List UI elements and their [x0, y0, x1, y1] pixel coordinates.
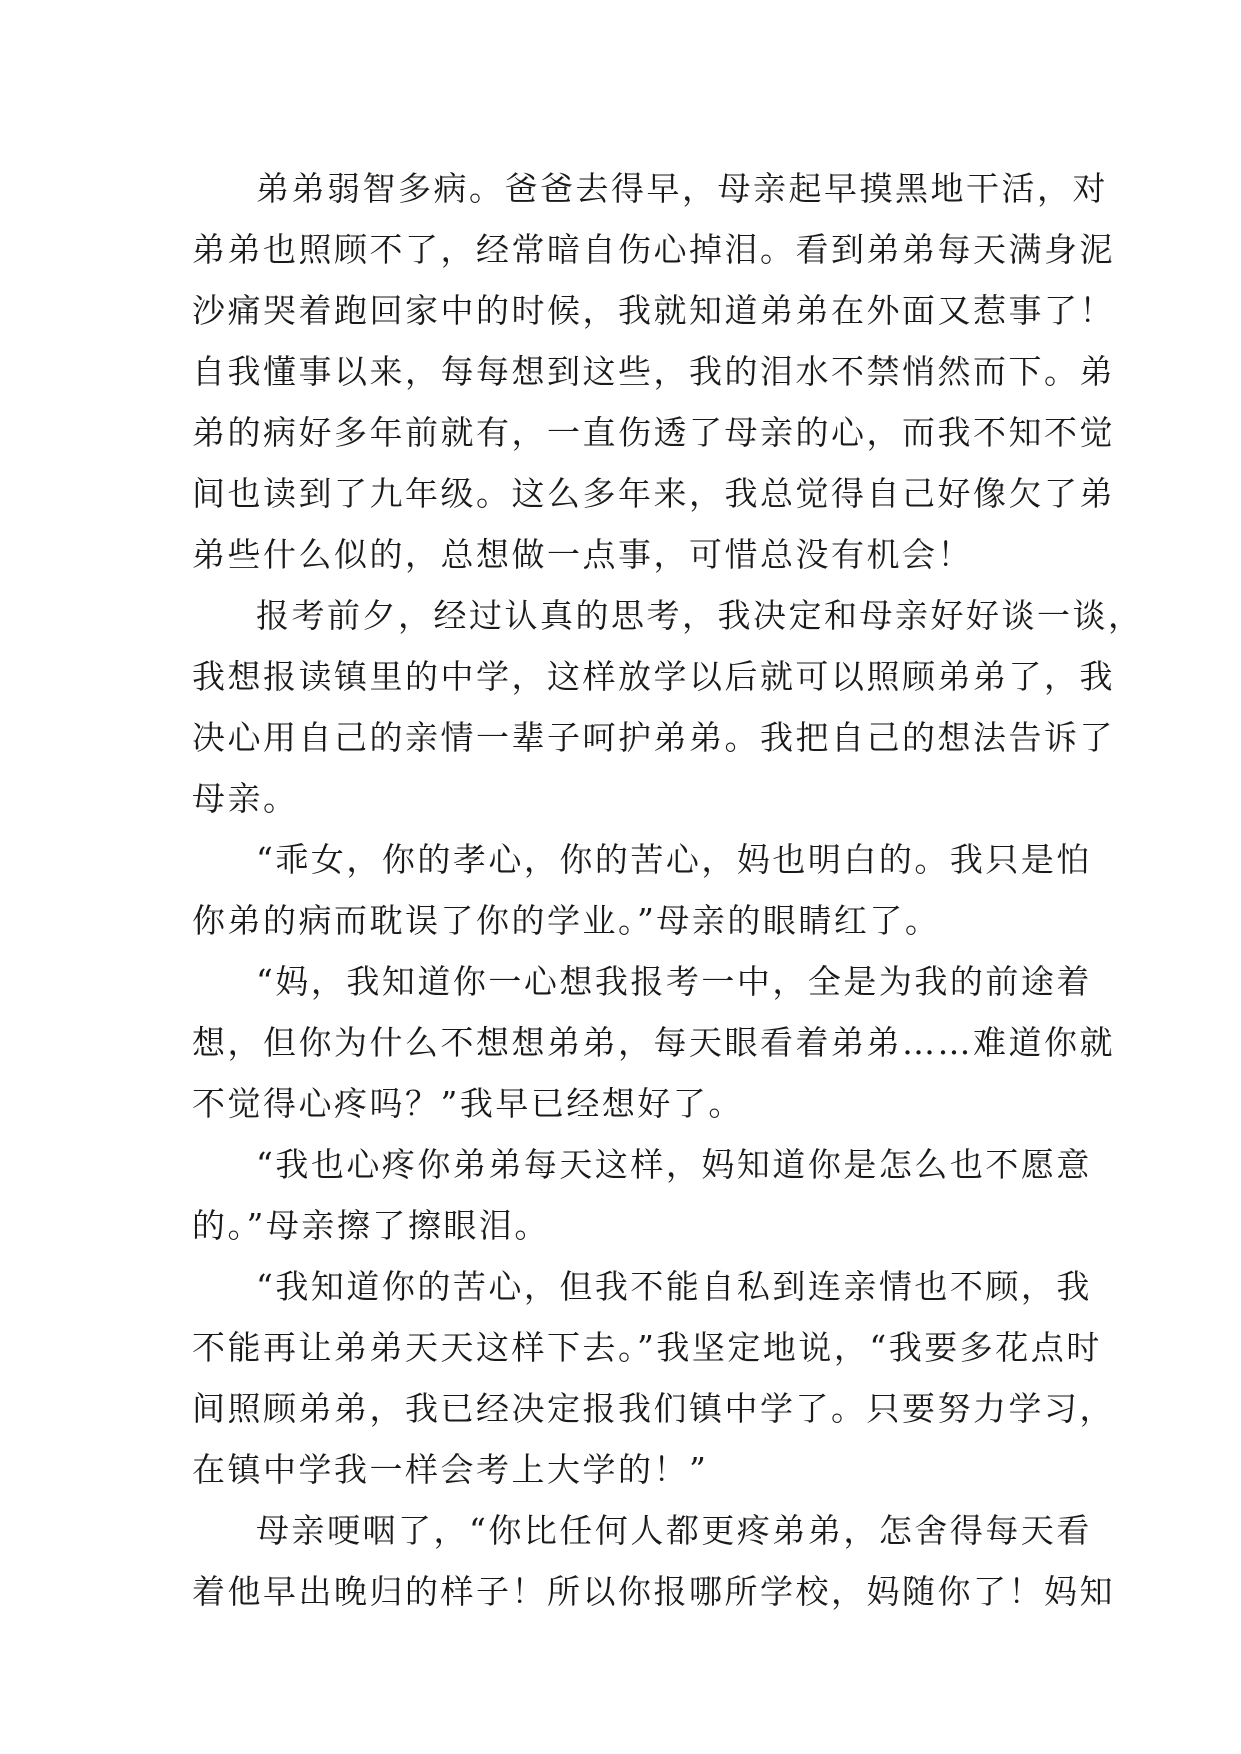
- text-line: 不能再让弟弟天天这样下去。”我坚定地说，“我要多花点时: [192, 1328, 1102, 1367]
- text-line: 着他早出晚归的样子！所以你报哪所学校，妈随你了！妈知: [192, 1572, 1115, 1611]
- text-line: 你弟的病而耽误了你的学业。”母亲的眼睛红了。: [192, 901, 941, 940]
- essay-body: [192, 158, 1144, 1622]
- text-line: 沙痛哭着跑回家中的时候，我就知道弟弟在外面又惹事了！: [192, 291, 1115, 330]
- text-line: 的。”母亲擦了擦眼泪。: [192, 1206, 550, 1245]
- text-line: 自我懂事以来，每每想到这些，我的泪水不禁悄然而下。弟: [192, 352, 1115, 391]
- text-line: 间照顾弟弟，我已经决定报我们镇中学了。只要努力学习，: [192, 1389, 1115, 1428]
- text-line: 想，但你为什么不想想弟弟，每天眼看着弟弟……难道你就: [192, 1023, 1115, 1062]
- text-line: 间也读到了九年级。这么多年来，我总觉得自己好像欠了弟: [192, 474, 1115, 513]
- text-line: “妈，我知道你一心想我报考一中，全是为我的前途着: [256, 962, 1092, 1001]
- text-line: 母亲。: [192, 779, 299, 818]
- text-line: 在镇中学我一样会考上大学的！”: [192, 1450, 709, 1489]
- text-line: 决心用自己的亲情一辈子呵护弟弟。我把自己的想法告诉了: [192, 718, 1115, 757]
- text-line: 不觉得心疼吗？”我早已经想好了。: [192, 1084, 744, 1123]
- text-line: 弟些什么似的，总想做一点事，可惜总没有机会！: [192, 535, 973, 574]
- text-line: 弟的病好多年前就有，一直伤透了母亲的心，而我不知不觉: [192, 413, 1115, 452]
- text-line: “乖女，你的孝心，你的苦心，妈也明白的。我只是怕: [256, 840, 1092, 879]
- text-line: 弟弟弱智多病。爸爸去得早，母亲起早摸黑地干活，对: [256, 169, 1108, 208]
- text-line: “我也心疼你弟弟每天这样，妈知道你是怎么也不愿意: [256, 1145, 1092, 1184]
- text-line: “我知道你的苦心，但我不能自私到连亲情也不顾，我: [256, 1267, 1092, 1306]
- text-line: 报考前夕，经过认真的思考，我决定和母亲好好谈一谈，: [256, 596, 1144, 635]
- text-line: 我想报读镇里的中学，这样放学以后就可以照顾弟弟了，我: [192, 657, 1115, 696]
- text-line: 弟弟也照顾不了，经常暗自伤心掉泪。看到弟弟每天满身泥: [192, 230, 1115, 269]
- text-line: 母亲哽咽了，“你比任何人都更疼弟弟，怎舍得每天看: [256, 1511, 1092, 1550]
